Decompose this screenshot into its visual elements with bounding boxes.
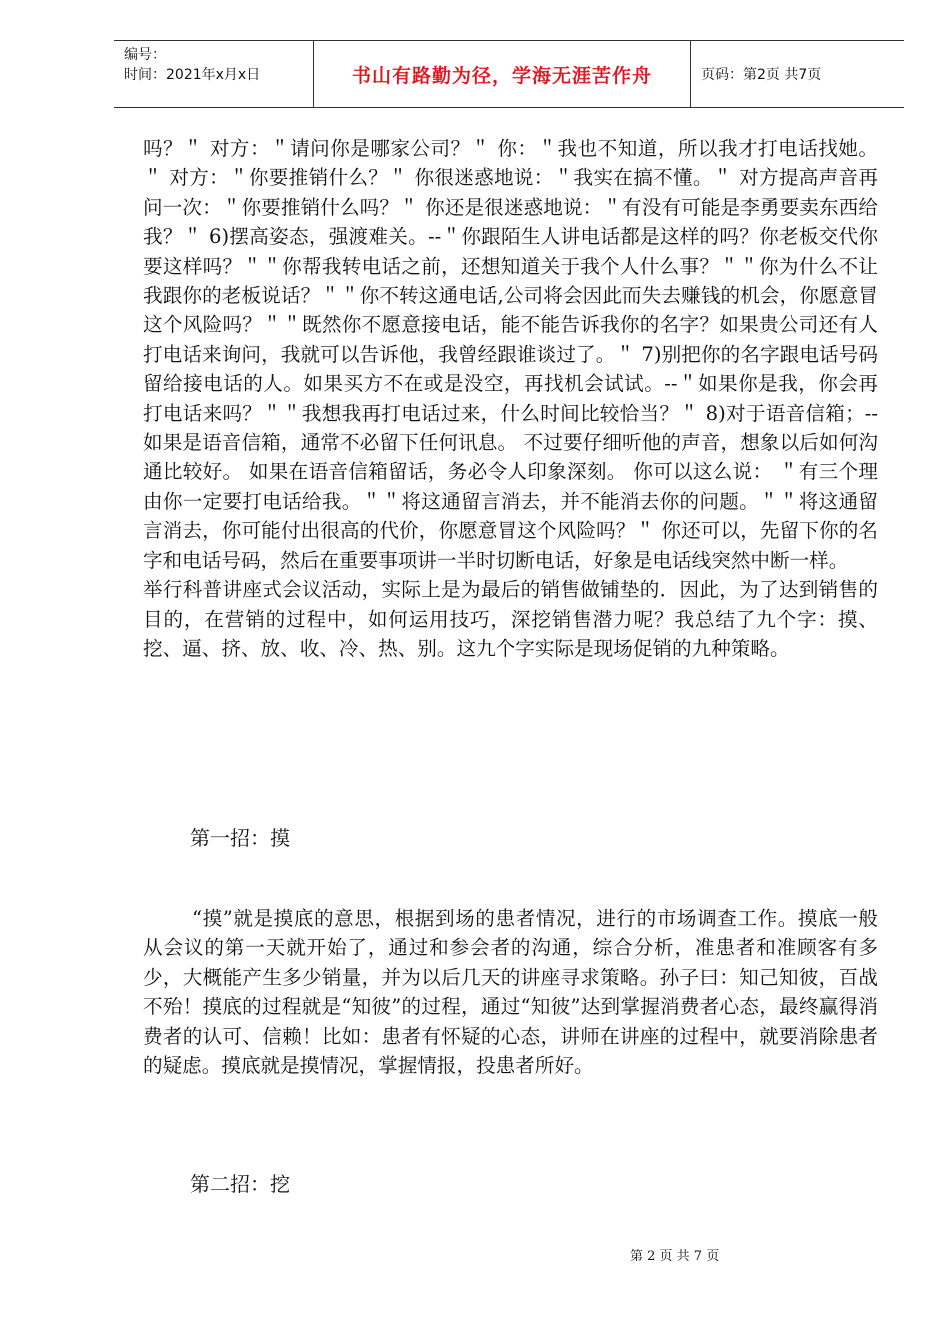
paragraph-1: 吗？＂ 对方：＂请问你是哪家公司？＂ 你：＂我也不知道，所以我才打电话找她。＂ 对方：＂你要推销什么？＂ 你很迷惑地说：＂我实在搞不懂。＂ 对方提高声音再问一次：＂你要推销什么吗？＂ 你还是很迷惑地说：＂有没有可能是李勇要卖东西给我？＂ 6)摆高姿态，强渡难关。--＂你跟陌生人讲电话都是这样的吗？你老板交代你要这样吗？＂＂你帮我转电话之前，还想知道关于我个人什么事？＂＂你为什么不让我跟你的老板说话？＂＂你不转这通电话,公司将会因此而失去赚钱的机会，你愿意冒这个风险吗？＂＂既然你不愿意接电话，能不能告诉我你的名字？如果贵公司还有人打电话来询问，我就可以告诉他，我曾经跟谁谈过了。＂ 7)别把你的名字跟电话号码留给接电话的人。如果买方不在或是没空，再找机会试试。--＂如果你是我，你会再打电话来吗？＂＂我想我再打电话过来，什么时间比较恰当？＂ 8)对于语音信箱；--如果是语音信箱，通常不必留下任何讯息。 不过要仔细听他的声音，想象以后如何沟通比较好。 如果在语音信箱留话，务必令人印象深刻。 你可以这么说： ＂有三个理由你一定要打电话给我。＂＂将这通留言消去，并不能消去你的问题。＂＂将这通留言消去，你可能付出很高的代价，你愿意冒这个风险吗？＂ 你还可以，先留下你的名字和电话号码，然后在重要事项讲一半时切断电话，好象是电话线突然中断一样。 bbox=[143, 137, 878, 572]
paragraph-2: 举行科普讲座式会议活动，实际上是为最后的销售做铺垫的．因此，为了达到销售的目的，在营销的过程中，如何运用技巧，深挖销售潜力呢？我总结了九个字：摸、挖、逼、挤、放、收、冷、热、别。这九个字实际是现场促销的九种策略。 bbox=[143, 578, 878, 660]
header-meta bbox=[114, 41, 314, 107]
motto-text: 书山有路勤为径，学海无涯苦作舟 bbox=[314, 41, 691, 107]
section-heading-2: 第二招：挖 bbox=[190, 1172, 290, 1196]
time-label: 时间：2021年x月x日 bbox=[124, 67, 261, 83]
paragraph-3: “摸”就是摸底的意思，根据到场的患者情况，进行的市场调查工作。摸底一般从会议的第一天就开始了，通过和参会者的沟通，综合分析，准患者和准顾客有多少，大概能产生多少销量，并为以后几天的讲座寻求策略。孙子曰：知己知彼，百战不殆！摸底的过程就是“知彼”的过程，通过“知彼”达到掌握消费者心态，最终赢得消费者的认可、信赖！比如：患者有怀疑的心态，讲师在讲座的过程中，就要消除患者的疑虑。摸底就是摸情况，掌握情报，投患者所好。 bbox=[143, 907, 878, 1078]
page-info: 页码：第2页 共7页 bbox=[701, 67, 822, 83]
page-footer: 第 2 页 共 7 页 bbox=[630, 1249, 720, 1264]
document-header bbox=[114, 40, 904, 108]
number-label: 编号： bbox=[124, 47, 166, 63]
section-heading-1: 第一招：摸 bbox=[190, 826, 290, 850]
body-content bbox=[143, 134, 878, 663]
